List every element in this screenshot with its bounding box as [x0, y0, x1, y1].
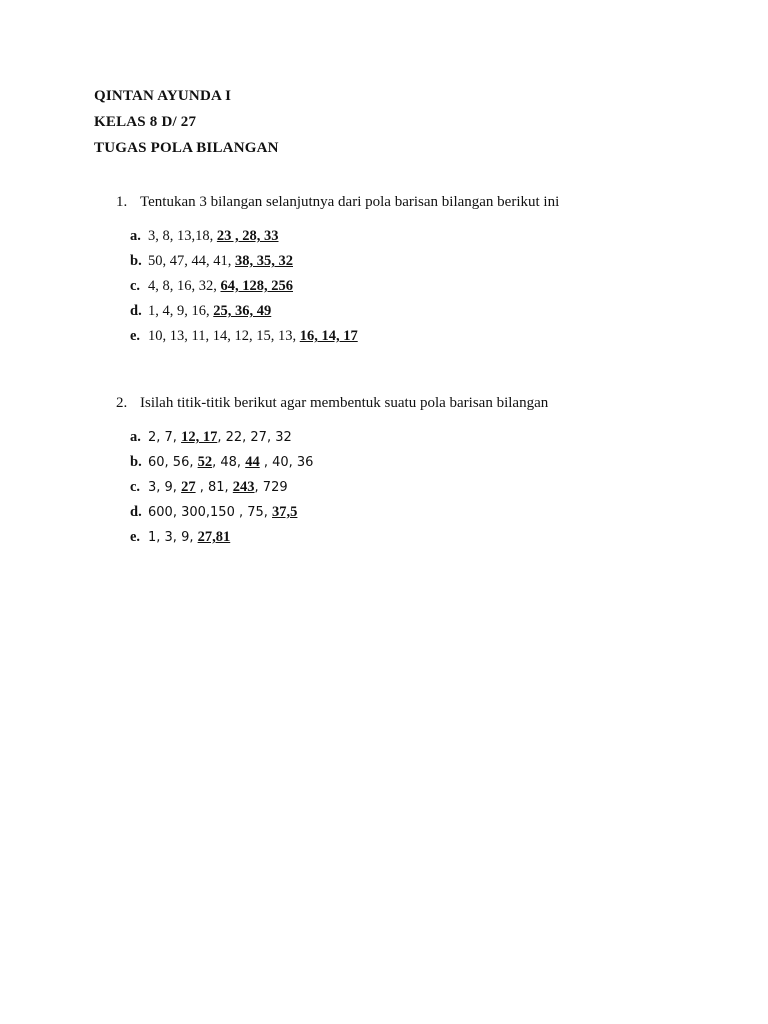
answer-text: 16, 14, 17: [299, 328, 358, 344]
answer-text: 38, 35, 32: [235, 253, 293, 269]
answer-text: 64, 128, 256: [220, 278, 293, 294]
item-letter: a.: [130, 228, 141, 244]
sequence-text: 50, 47, 44, 41,: [148, 253, 235, 269]
sequence-text: , 40, 36: [259, 455, 314, 470]
list-item: [130, 253, 293, 270]
item-letter: d.: [130, 504, 142, 520]
list-item: [130, 278, 293, 295]
answer-text: 12, 17: [181, 429, 218, 445]
sequence-text: 600, 300,150 , 75,: [148, 505, 273, 520]
question-number: 2.: [116, 395, 128, 411]
list-item: [130, 228, 279, 245]
item-letter: a.: [130, 429, 141, 445]
assignment-title: TUGAS POLA BILANGAN: [94, 140, 279, 156]
list-item: [130, 504, 297, 521]
list-item: [130, 303, 271, 320]
list-item: [130, 479, 288, 496]
answer-text: 37,5: [272, 504, 298, 520]
question-text: [116, 395, 548, 412]
question-prompt: Tentukan 3 bilangan selanjutnya dari pola barisan bilangan berikut ini: [140, 194, 560, 210]
sequence-text: 1, 4, 9, 16,: [148, 303, 214, 319]
sequence-text: 4, 8, 16, 32,: [148, 278, 221, 294]
question-text: [116, 194, 559, 211]
sequence-text: 1, 3, 9,: [148, 530, 198, 545]
sequence-text: , 48,: [212, 455, 246, 470]
item-letter: b.: [130, 454, 142, 470]
item-letter: c.: [130, 479, 141, 495]
answer-text: 27: [181, 479, 196, 495]
sequence-text: , 22, 27, 32: [217, 430, 292, 445]
answer-text: 52: [197, 454, 213, 470]
item-letter: b.: [130, 253, 142, 269]
answer-text: 27,81: [197, 529, 231, 545]
sequence-text: 2, 7,: [148, 430, 182, 445]
student-name: QINTAN AYUNDA I: [94, 88, 232, 104]
item-letter: e.: [130, 529, 141, 545]
list-item: [130, 529, 230, 546]
list-item: [130, 429, 292, 446]
item-letter: d.: [130, 303, 142, 319]
item-letter: e.: [130, 328, 141, 344]
item-letter: c.: [130, 278, 141, 294]
sequence-text: 10, 13, 11, 14, 12, 15, 13,: [148, 328, 300, 344]
question-number: 1.: [116, 194, 128, 210]
class-info: KELAS 8 D/ 27: [94, 114, 197, 130]
question-prompt: Isilah titik-titik berikut agar membentuk suatu pola barisan bilangan: [140, 395, 549, 411]
sequence-text: 3, 8, 13,18,: [148, 228, 217, 244]
list-item: [130, 454, 313, 471]
sequence-text: , 729: [254, 480, 288, 495]
sequence-text: , 81,: [195, 480, 233, 495]
answer-text: 44: [245, 454, 260, 470]
sequence-text: 3, 9,: [148, 480, 182, 495]
answer-text: 25, 36, 49: [213, 303, 272, 319]
answer-text: 243: [232, 479, 255, 495]
list-item: [130, 328, 358, 345]
sequence-text: 60, 56,: [148, 455, 198, 470]
answer-text: 23 , 28, 33: [216, 228, 279, 244]
